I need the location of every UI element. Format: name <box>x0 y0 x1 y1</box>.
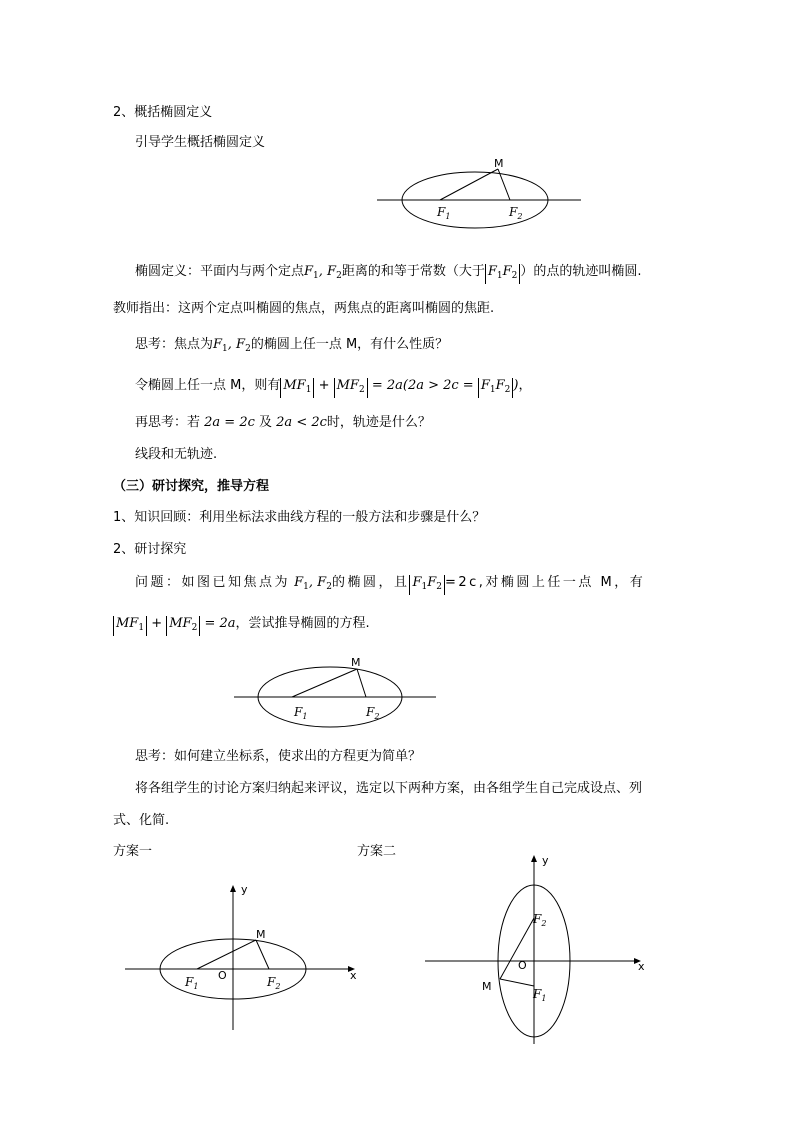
label-m: M <box>256 928 266 941</box>
section-2-guide: 引导学生概括椭圆定义 <box>135 135 266 150</box>
label-f1: F <box>185 975 194 989</box>
svg-text:F1: $F_1$ <box>437 205 451 221</box>
svg-text:F2: $F_2$ <box>509 205 523 221</box>
svg-text:F2: $F_2$ <box>267 975 281 991</box>
label-m: M <box>482 980 492 993</box>
problem-line-2: $MF_1 + MF_2 = 2a$，尝试推导椭圆的方程. <box>113 615 370 636</box>
figure-ellipse-1 <box>370 155 590 230</box>
label-f1: F <box>294 705 303 719</box>
plan-2-label: 方案二 <box>357 844 397 859</box>
item-2: 2、研讨探究 <box>113 542 187 557</box>
segment-m-f2 <box>498 169 510 200</box>
let-line: 令椭圆上任一点 M，则有 $MF_1 + MF_2 = 2a(2a > 2c = F_1F_2$ )， <box>135 377 531 398</box>
label-m: M <box>351 656 361 669</box>
teacher-note: 教师指出：这两个定点叫椭圆的焦点，两焦点的距离叫椭圆的焦距. <box>113 301 495 316</box>
label-x: x <box>350 969 357 982</box>
item-1: 1、知识回顾：利用坐标法求曲线方程的一般方法和步骤是什么？ <box>113 510 486 525</box>
y-axis-arrow <box>531 855 537 862</box>
figure-plan-1 <box>120 880 370 1040</box>
rethink: 再思考：若 2a = 2c 及 2a < 2c时，轨迹是什么？ <box>135 415 431 430</box>
summary-line-2: 式、化简. <box>113 813 170 828</box>
label-o: O <box>518 959 527 972</box>
label-f1: F <box>437 205 446 219</box>
svg-text:F1: $F_1$ <box>294 705 308 721</box>
plan-1-label: 方案一 <box>113 844 153 859</box>
label-x: x <box>638 960 645 973</box>
label-m: M <box>494 157 504 170</box>
label-y: y <box>542 854 549 867</box>
svg-text:F1: $F_1$ <box>185 975 199 991</box>
summary-line-1: 将各组学生的讨论方案归纳起来评议，选定以下两种方案，由各组学生自己完成设点、列 <box>135 781 643 796</box>
label-o: O <box>218 969 227 982</box>
segment-f2-m <box>500 918 534 979</box>
section-3-title: （三）研讨探究，推导方程 <box>113 479 270 494</box>
section-2-title: 2、概括椭圆定义 <box>113 105 213 120</box>
y-axis-arrow <box>230 885 236 892</box>
label-f2: F <box>509 205 518 219</box>
figure-ellipse-2 <box>230 655 445 730</box>
label-f2: F <box>267 975 276 989</box>
segment-m-f2 <box>357 669 366 697</box>
label-f1: F <box>533 987 542 1001</box>
label-f2: F <box>366 705 375 719</box>
segment-m-f2 <box>256 940 269 969</box>
svg-text:F1: $F_1$ <box>533 987 547 1003</box>
think-1: 思考：焦点为$F_1$, $F_2$的椭圆上任一点 M，有什么性质？ <box>135 337 449 354</box>
segment-f1-m <box>292 669 357 697</box>
definition-line: 椭圆定义：平面内与两个定点$F_1$, $F_2$距离的和等于常数（大于 $F_1F_2$ ）的点的轨迹叫椭圆. <box>135 263 642 285</box>
label-y: y <box>241 883 248 896</box>
segment-m-f1 <box>500 979 534 986</box>
figure-plan-2 <box>420 850 660 1050</box>
svg-text:F2: $F_2$ <box>533 912 547 928</box>
svg-text:F2: $F_2$ <box>366 705 380 721</box>
answer: 线段和无轨迹. <box>135 447 218 462</box>
think-2: 思考：如何建立坐标系，使求出的方程更为简单？ <box>135 749 422 764</box>
problem-line-1: 问题：如图已知焦点为 $F_1$, $F_2$的椭圆，且 $F_1F_2 =2c$,对椭圆上任一点 M，有 <box>135 574 645 596</box>
label-f2: F <box>533 912 542 926</box>
segment-f1-m <box>197 940 256 969</box>
